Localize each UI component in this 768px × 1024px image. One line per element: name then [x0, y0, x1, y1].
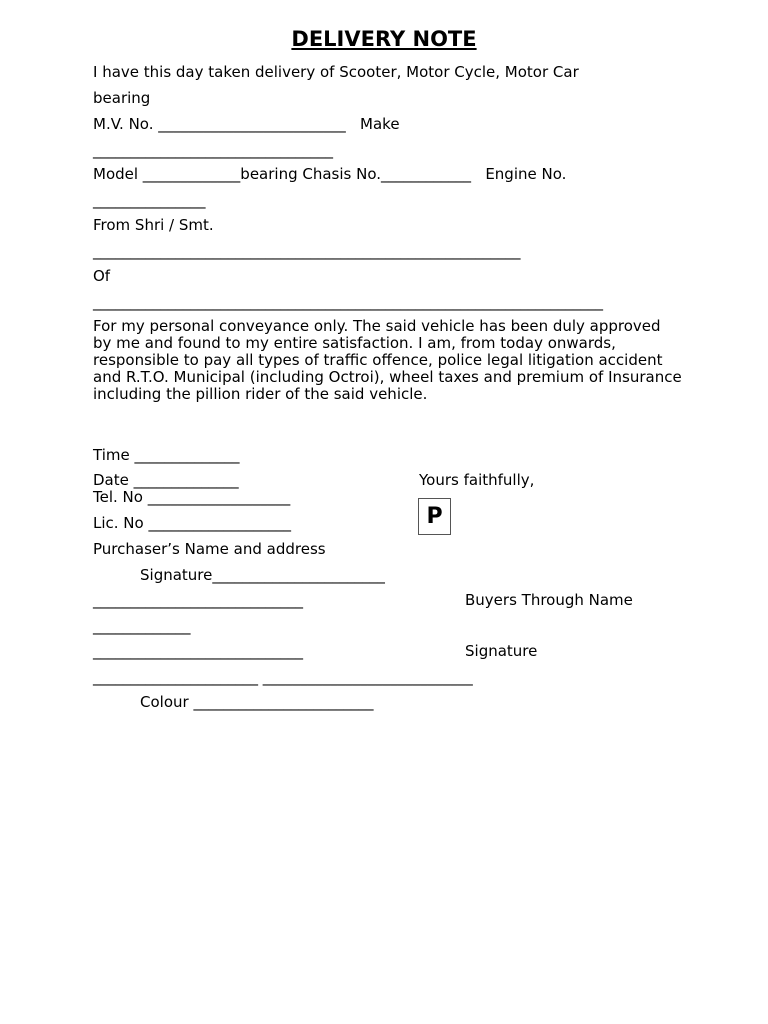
- from-blank: _________________________________________________________: [93, 242, 521, 260]
- stamp-box: P: [418, 498, 451, 535]
- blank-line-4: ______________________ ____________________________: [93, 668, 473, 686]
- tel-line: Tel. No ___________________: [93, 488, 291, 506]
- mv-no-line: M.V. No. _________________________ Make: [93, 115, 400, 133]
- intro-line: I have this day taken delivery of Scooter, Motor Cycle, Motor Car: [93, 63, 579, 81]
- lic-line: Lic. No ___________________: [93, 514, 291, 532]
- yours-faithfully: Yours faithfully,: [419, 471, 535, 489]
- buyers-through-name: Buyers Through Name: [465, 591, 633, 609]
- time-line: Time ______________: [93, 446, 240, 464]
- signature-line-1: Signature_______________________: [140, 566, 385, 584]
- of-line: Of: [93, 267, 111, 285]
- blank-line-1: ____________________________: [93, 591, 303, 609]
- bearing-line: bearing: [93, 89, 151, 107]
- document-title: DELIVERY NOTE: [291, 27, 477, 51]
- from-line: From Shri / Smt.: [93, 216, 214, 234]
- purchaser-line: Purchaser’s Name and address: [93, 540, 326, 558]
- date-line: Date ______________: [93, 471, 239, 489]
- blank-line-3: ____________________________: [93, 642, 303, 660]
- terms-paragraph: For my personal conveyance only. The said vehicle has been duly approved by me and found to my entire satisfaction. I am, from today onwards, responsible to pay all types of traffic offence, police legal litigation accident and R.T.O. Municipal (including Octroi), wheel taxes and premium of Insurance including the pillion rider of the said vehicle.: [93, 317, 682, 403]
- make-blank: ________________________________: [93, 141, 333, 159]
- model-line: Model _____________bearing Chasis No.____________ Engine No.: [93, 165, 567, 183]
- colour-line: Colour ________________________: [140, 693, 374, 711]
- signature-label-2: Signature: [465, 642, 538, 660]
- engine-blank: _______________: [93, 191, 206, 209]
- of-blank: ____________________________________________________________________: [93, 293, 603, 311]
- blank-line-2: _____________: [93, 617, 191, 635]
